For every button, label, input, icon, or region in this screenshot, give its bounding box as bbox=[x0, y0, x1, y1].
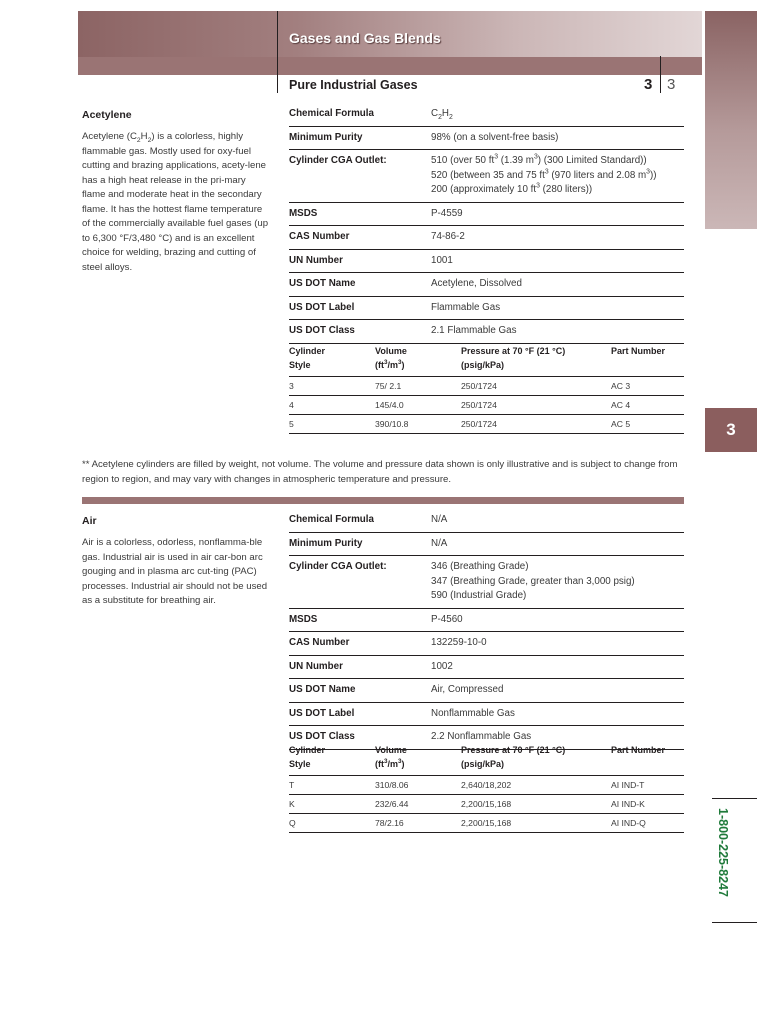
air-description: Air is a colorless, odorless, nonflamma-ble gas. Industrial air is used in air car-bon arc gouging and in plasma arc cut-ting (PAC) processes. Industrial air should not be used as a substitute for breathing air. bbox=[82, 537, 268, 606]
cylinder-pressure: 250/1724 bbox=[461, 396, 611, 415]
table-row bbox=[289, 776, 684, 795]
cylinder-style: T bbox=[289, 776, 375, 795]
property-label: CAS Number bbox=[289, 226, 431, 250]
table-header-row bbox=[289, 341, 684, 377]
acetylene-properties-table bbox=[289, 103, 684, 344]
acetylene-description: Acetylene $(C_2H_2)$ is a colorless, highly flammable gas. Mostly used for oxy-fuel cutting and brazing applications, acety-lene has a high heat release in the pri-mary flame and moderate heat in the secondary flame. It has the hottest flame temperature of the commercially available fuel gases (up to 6,300 °F/3,480 °C) and is an excellent choice for welding, brazing and cutting of steel alloys. bbox=[82, 131, 269, 273]
cylinder-style: 5 bbox=[289, 415, 375, 434]
table-row bbox=[289, 632, 684, 656]
header-strip bbox=[78, 57, 702, 75]
cylinder-pressure: 250/1724 bbox=[461, 377, 611, 396]
phone-rule-bottom bbox=[712, 922, 757, 923]
chemical-formula: $C_2H_2$ bbox=[431, 103, 684, 126]
part-number: AI IND-K bbox=[611, 795, 684, 814]
cylinder-pressure: 250/1724 bbox=[461, 415, 611, 434]
property-label: Minimum Purity bbox=[289, 532, 431, 556]
air-cylinder-table bbox=[289, 740, 684, 833]
cylinder-volume: 75/ 2.1 bbox=[375, 377, 461, 396]
chapter-tab[interactable]: 3 bbox=[705, 408, 757, 452]
table-row bbox=[289, 532, 684, 556]
page-header-title: Gases and Gas Blends bbox=[289, 30, 441, 46]
table-row bbox=[289, 608, 684, 632]
page-number-separator bbox=[660, 56, 661, 93]
property-label: US DOT Label bbox=[289, 702, 431, 726]
column-header-part-number: Part Number bbox=[611, 740, 684, 776]
table-row bbox=[289, 126, 684, 150]
cga-outlet: 510 (over 50 $ft^3$ (1.39 $m^3$) (300 Limited Standard)) 520 (between 35 and 75 $ft^3$ (970 liters and 2.08 $m^3$)) 200 (approximately 10 $ft^3$ (280 liters)) bbox=[431, 150, 684, 203]
phone-rule-top bbox=[712, 798, 757, 799]
dot-label: Flammable Gas bbox=[431, 296, 684, 320]
cylinder-style: K bbox=[289, 795, 375, 814]
property-label: Cylinder CGA Outlet: bbox=[289, 150, 431, 203]
property-label: MSDS bbox=[289, 202, 431, 226]
dot-name: Air, Compressed bbox=[431, 679, 684, 703]
cylinder-style: 4 bbox=[289, 396, 375, 415]
part-number: AC 5 bbox=[611, 415, 684, 434]
table-row bbox=[289, 150, 684, 203]
cas-number: 74-86-2 bbox=[431, 226, 684, 250]
un-number: 1002 bbox=[431, 655, 684, 679]
chapter-number: 3 bbox=[644, 76, 653, 93]
table-row bbox=[289, 377, 684, 396]
table-header-row bbox=[289, 740, 684, 776]
property-label: UN Number bbox=[289, 655, 431, 679]
part-number: AI IND-T bbox=[611, 776, 684, 795]
column-header-pressure: Pressure at 70 °F (21 °C) (psig/kPa) bbox=[461, 341, 611, 377]
column-header-pressure: Pressure at 70 °F (21 °C) (psig/kPa) bbox=[461, 740, 611, 776]
table-row bbox=[289, 103, 684, 126]
property-label: Minimum Purity bbox=[289, 126, 431, 150]
table-row bbox=[289, 655, 684, 679]
property-label: US DOT Label bbox=[289, 296, 431, 320]
msds-link[interactable]: P-4560 bbox=[431, 608, 684, 632]
column-header-volume: Volume $(ft^3/m^3)$ bbox=[375, 341, 461, 377]
property-label: MSDS bbox=[289, 608, 431, 632]
property-label: US DOT Class bbox=[289, 320, 431, 344]
cas-number: 132259-10-0 bbox=[431, 632, 684, 656]
acetylene-heading: Acetylene bbox=[82, 109, 132, 121]
dot-class: 2.1 Flammable Gas bbox=[431, 320, 684, 344]
acetylene-footnote: ** Acetylene cylinders are filled by weight, not volume. The volume and pressure data shown is only illustrative and is subject to change from region to region, and may vary with changes in atmospheric temperature and pressure. bbox=[82, 459, 678, 485]
cylinder-volume: 310/8.06 bbox=[375, 776, 461, 795]
dot-class: 2.2 Nonflammable Gas bbox=[431, 726, 684, 750]
chemical-formula: N/A bbox=[431, 509, 684, 532]
cylinder-style: 3 bbox=[289, 377, 375, 396]
table-row bbox=[289, 415, 684, 434]
cylinder-pressure: 2,200/15,168 bbox=[461, 814, 611, 833]
property-label: US DOT Name bbox=[289, 273, 431, 297]
table-row bbox=[289, 296, 684, 320]
cylinder-pressure: 2,200/15,168 bbox=[461, 795, 611, 814]
table-row bbox=[289, 509, 684, 532]
table-row bbox=[289, 320, 684, 344]
property-label: Chemical Formula bbox=[289, 103, 431, 126]
minimum-purity: 98% (on a solvent-free basis) bbox=[431, 126, 684, 150]
cylinder-style: Q bbox=[289, 814, 375, 833]
acetylene-cylinder-table bbox=[289, 341, 684, 434]
table-row bbox=[289, 702, 684, 726]
section-divider bbox=[82, 497, 684, 504]
property-label: UN Number bbox=[289, 249, 431, 273]
property-label: CAS Number bbox=[289, 632, 431, 656]
part-number: AI IND-Q bbox=[611, 814, 684, 833]
table-row bbox=[289, 556, 684, 609]
column-header-part-number: Part Number bbox=[611, 341, 684, 377]
table-row bbox=[289, 396, 684, 415]
table-row bbox=[289, 679, 684, 703]
column-header-style: Cylinder Style bbox=[289, 341, 375, 377]
header-separator bbox=[277, 11, 278, 93]
cylinder-volume: 390/10.8 bbox=[375, 415, 461, 434]
dot-name: Acetylene, Dissolved bbox=[431, 273, 684, 297]
table-row bbox=[289, 273, 684, 297]
table-row bbox=[289, 226, 684, 250]
phone-number[interactable]: 1-800-225-8247 bbox=[716, 808, 730, 897]
minimum-purity: N/A bbox=[431, 532, 684, 556]
un-number: 1001 bbox=[431, 249, 684, 273]
part-number: AC 4 bbox=[611, 396, 684, 415]
table-row bbox=[289, 814, 684, 833]
cylinder-pressure: 2,640/18,202 bbox=[461, 776, 611, 795]
cylinder-volume: 145/4.0 bbox=[375, 396, 461, 415]
part-number: AC 3 bbox=[611, 377, 684, 396]
cylinder-volume: 78/2.16 bbox=[375, 814, 461, 833]
column-header-volume: Volume $(ft^3/m^3)$ bbox=[375, 740, 461, 776]
msds-link[interactable]: P-4559 bbox=[431, 202, 684, 226]
column-header-style: Cylinder Style bbox=[289, 740, 375, 776]
property-label: Chemical Formula bbox=[289, 509, 431, 532]
section-title: Pure Industrial Gases bbox=[289, 78, 418, 92]
property-label: US DOT Name bbox=[289, 679, 431, 703]
cylinder-volume: 232/6.44 bbox=[375, 795, 461, 814]
property-label: Cylinder CGA Outlet: bbox=[289, 556, 431, 609]
dot-label: Nonflammable Gas bbox=[431, 702, 684, 726]
table-row bbox=[289, 249, 684, 273]
table-row bbox=[289, 202, 684, 226]
air-properties-table bbox=[289, 509, 684, 750]
side-tab-decoration bbox=[705, 11, 757, 229]
table-row bbox=[289, 795, 684, 814]
page-number: 3 bbox=[667, 76, 676, 93]
property-label: US DOT Class bbox=[289, 726, 431, 750]
cga-outlet: 346 (Breathing Grade) 347 (Breathing Grade, greater than 3,000 psig) 590 (Industrial Grade) bbox=[431, 556, 684, 609]
air-heading: Air bbox=[82, 515, 97, 527]
